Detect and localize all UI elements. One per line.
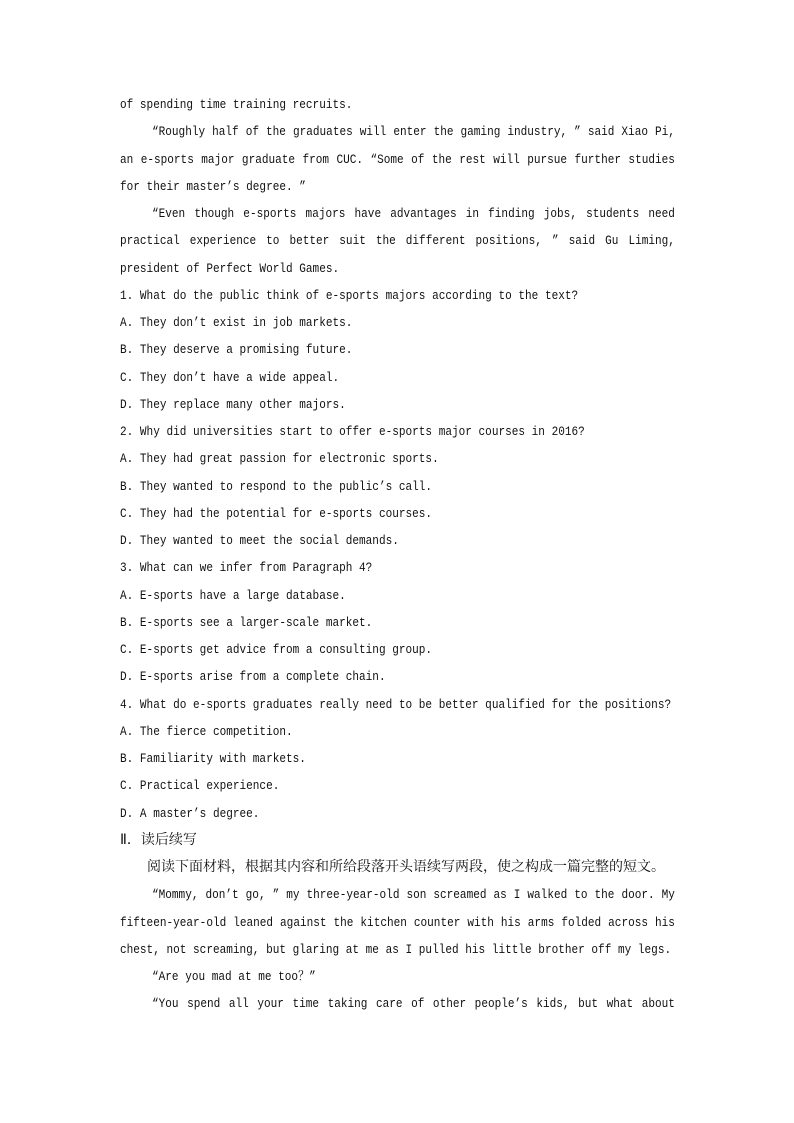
passage-line: “Roughly half of the graduates will enter the gaming industry, ” said Xiao Pi,	[151, 124, 675, 140]
answer-option: B. E-sports see a larger-scale market.	[120, 614, 373, 630]
passage-paragraph	[120, 118, 772, 200]
instruction-text: 阅读下面材料，根据其内容和所给段落开头语续写两段，使之构成一篇完整的短文。	[147, 859, 665, 875]
question-stem: 1. What do the public think of e-sports majors according to the text?	[120, 287, 579, 303]
answer-option: B. Familiarity with markets.	[120, 751, 306, 766]
answer-option: A. They had great passion for electronic sports.	[120, 451, 439, 467]
answer-option: C. E-sports get advice from a consulting group.	[120, 642, 433, 657]
question-1	[120, 282, 772, 418]
answer-option: D. They replace many other majors.	[120, 396, 346, 412]
passage-paragraph	[120, 200, 772, 282]
question-3	[120, 554, 772, 690]
answer-option: B. They wanted to respond to the public’s call.	[120, 478, 433, 494]
reading-passage	[120, 91, 772, 282]
answer-option: A. E-sports have a large database.	[120, 587, 346, 603]
question-2	[120, 418, 772, 554]
continuation-writing-section	[120, 827, 772, 1018]
answer-option: D. They wanted to meet the social demands.	[120, 533, 399, 548]
passage-line: “Even though e-sports majors have advantages in finding jobs, students need	[151, 206, 675, 221]
answer-option: B. They deserve a promising future.	[120, 342, 353, 358]
story-line: “Are you mad at me too？”	[151, 969, 316, 984]
story-line: chest, not screaming, but glaring at me as I pulled his little brother off my legs.	[120, 941, 672, 957]
story-paragraph	[120, 990, 772, 1017]
passage-line: an e-sports major graduate from CUC. “Some of the rest will pursue further studies	[120, 151, 675, 167]
section-heading: Ⅱ．读后续写	[120, 831, 197, 848]
answer-option: D. A master’s degree.	[120, 805, 260, 821]
answer-option: A. They don’t exist in job markets.	[120, 315, 353, 330]
story-line: fifteen-year-old leaned against the kitchen counter with his arms folded across his	[120, 914, 675, 930]
answer-option: C. Practical experience.	[120, 778, 280, 794]
answer-option: C. They had the potential for e-sports courses.	[120, 505, 433, 521]
page-content	[120, 91, 772, 1018]
story-line: “Mommy, don’t go, ” my three-year-old son screamed as I walked to the door. My	[151, 887, 675, 903]
story-paragraph	[120, 963, 772, 990]
passage-line: of spending time training recruits.	[120, 97, 353, 112]
passage-line: practical experience to better suit the different positions, ” said Gu Liming,	[120, 233, 675, 249]
answer-option: C. They don’t have a wide appeal.	[120, 369, 340, 385]
question-stem: 2. Why did universities start to offer e-sports major courses in 2016?	[120, 424, 585, 439]
passage-line: president of Perfect World Games.	[120, 260, 340, 276]
story-line: “You spend all your time taking care of other people’s kids, but what about	[151, 996, 675, 1012]
story-paragraph	[120, 881, 772, 963]
answer-option: A. The fierce competition.	[120, 723, 293, 739]
question-stem: 3. What can we infer from Paragraph 4?	[120, 560, 373, 576]
answer-option: D. E-sports arise from a complete chain.	[120, 669, 386, 685]
question-4	[120, 691, 772, 827]
question-stem: 4. What do e-sports graduates really need to be better qualified for the positions?	[120, 696, 672, 712]
passage-line: for their master’s degree. ”	[120, 178, 306, 194]
